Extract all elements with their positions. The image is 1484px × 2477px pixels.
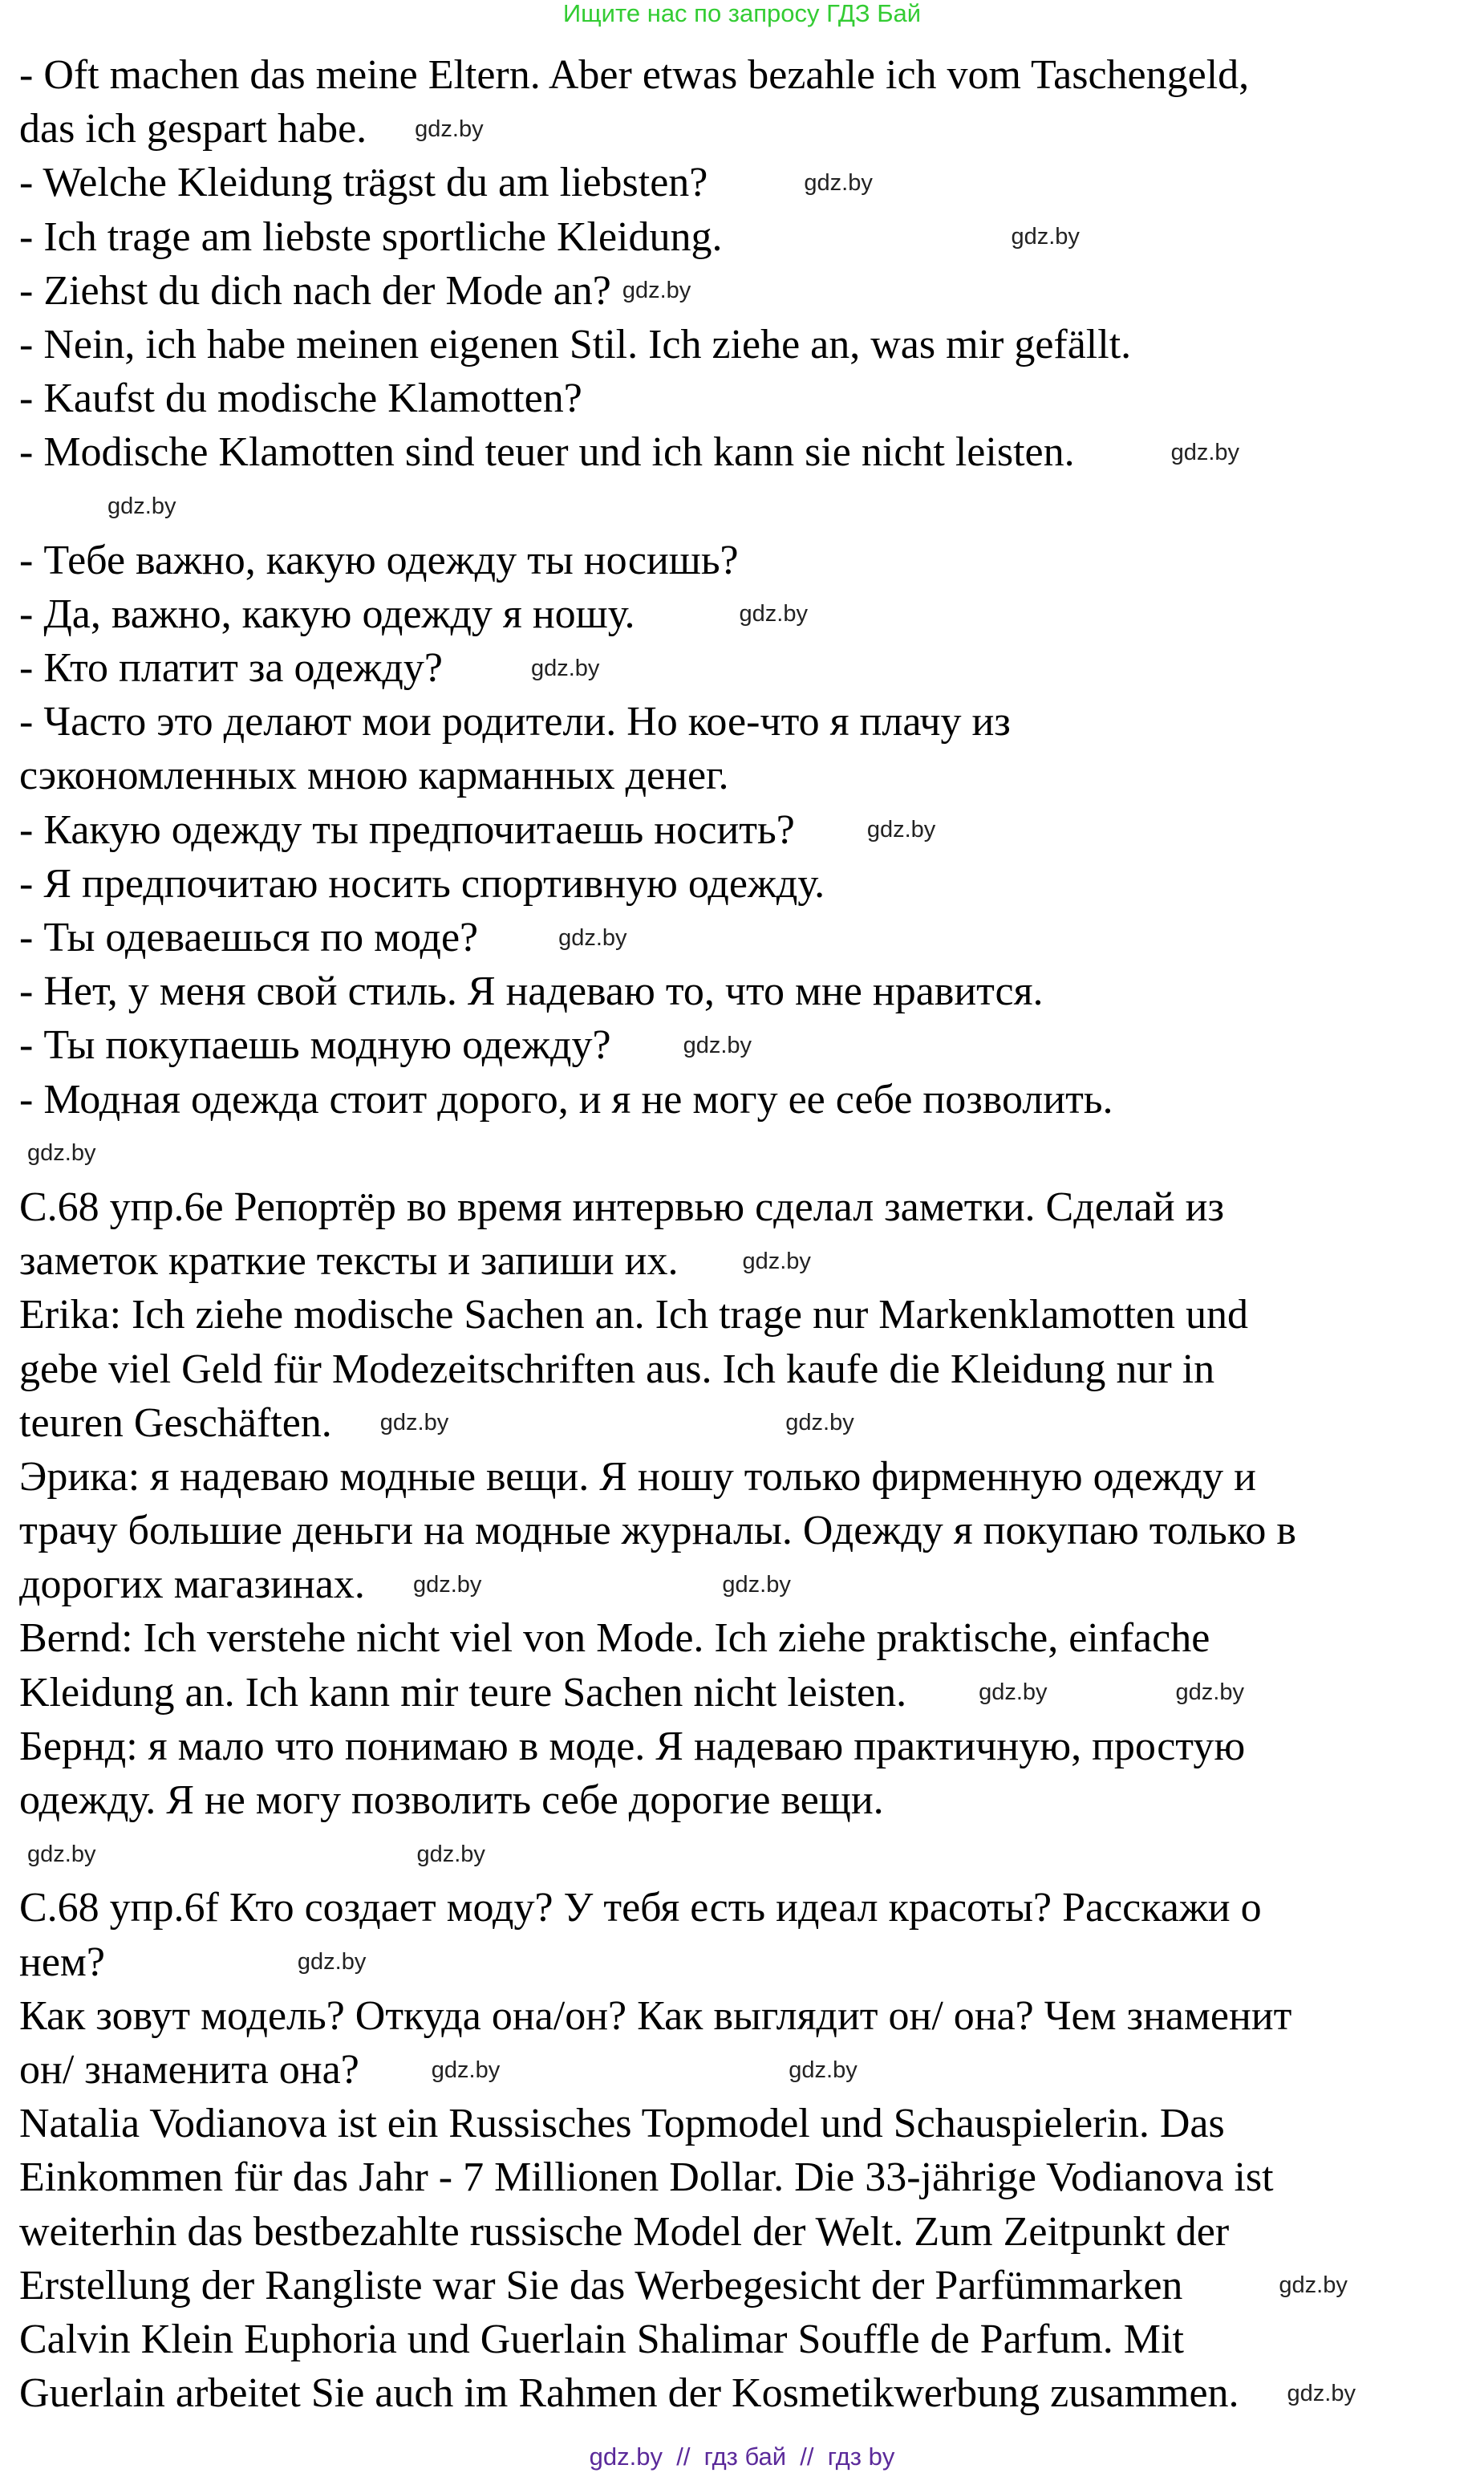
watermark: gdz.by <box>742 1248 811 1274</box>
line-text: Erstellung der Rangliste war Sie das Werbegesicht der Parfümmarken <box>19 2262 1183 2308</box>
watermark: gdz.by <box>622 278 691 304</box>
line-text: заметок краткие тексты и запиши их. <box>19 1238 679 1285</box>
document-body <box>19 48 1479 2420</box>
watermark: gdz.by <box>866 817 936 843</box>
text-line <box>19 2097 1479 2150</box>
watermark: gdz.by <box>379 1410 449 1436</box>
text-line <box>19 964 1479 1018</box>
text-line <box>19 1720 1479 1773</box>
text-line <box>19 1666 1479 1720</box>
text-line <box>19 1989 1479 2043</box>
line-text: - Нет, у меня свой стиль. Я надеваю то, что мне нравится. <box>19 968 1044 1015</box>
line-text: Как зовут модель? Откуда она/он? Как выглядит он/ она? Чем знаменит <box>19 1992 1292 2039</box>
text-line <box>19 1557 1479 1611</box>
text-line <box>19 1073 1479 1127</box>
watermark: gdz.by <box>1279 2272 1348 2299</box>
line-text: - Ich trage am liebste sportliche Kleidung. <box>19 213 723 260</box>
text-line <box>19 641 1479 695</box>
line-text: Эрика: я надеваю модные вещи. Я ношу только фирменную одежду и <box>19 1453 1256 1500</box>
text-line <box>19 2043 1479 2097</box>
line-text: он/ знаменита она? <box>19 2046 359 2093</box>
line-text: Natalia Vodianova ist ein Russisches Topmodel und Schauspielerin. Das <box>19 2101 1225 2147</box>
watermark: gdz.by <box>804 169 873 196</box>
line-text: - Часто это делают мои родители. Но кое-что я плачу из <box>19 699 1011 745</box>
text-line <box>19 372 1479 425</box>
blank-line <box>19 480 1479 534</box>
line-text: - Nein, ich habe meinen eigenen Stil. Ich ziehe an, was mir gefällt. <box>19 321 1132 367</box>
text-line <box>19 2366 1479 2420</box>
line-text: weiterhin das bestbezahlte russische Model der Welt. Zum Zeitpunkt der <box>19 2208 1230 2255</box>
text-line <box>19 1935 1479 1989</box>
line-text: - Kaufst du modische Klamotten? <box>19 376 582 422</box>
line-text: одежду. Я не могу позволить себе дорогие вещи. <box>19 1777 884 1823</box>
line-text: Kleidung an. Ich kann mir teure Sachen nicht leisten. <box>19 1669 907 1716</box>
text-line <box>19 2150 1479 2204</box>
text-line <box>19 1773 1479 1827</box>
text-line <box>19 749 1479 802</box>
watermark: gdz.by <box>412 1571 482 1598</box>
line-text: трачу большие деньги на модные журналы. Одежду я покупаю только в <box>19 1508 1296 1554</box>
line-text: - Ты одеваешься по моде? <box>19 915 479 960</box>
line-text: - Модная одежда стоит дорого, и я не могу ее себе позволить. <box>19 1076 1113 1123</box>
text-line <box>19 210 1479 264</box>
line-text: Calvin Klein Euphoria und Guerlain Shalimar Souffle de Parfum. Mit <box>19 2316 1184 2362</box>
line-text: - Кто платит за одежду? <box>19 645 443 692</box>
text-line <box>19 264 1479 318</box>
line-text: Erika: Ich ziehe modische Sachen an. Ich trage nur Markenklamotten und <box>19 1292 1248 1338</box>
watermark: gdz.by <box>789 2057 858 2083</box>
text-line <box>19 1450 1479 1504</box>
line-text: - Modische Klamotten sind teuer und ich kann sie nicht leisten. <box>19 429 1075 476</box>
line-text: gebe viel Geld für Modezeitschriften aus. Ich kaufe die Kleidung nur in <box>19 1346 1215 1392</box>
text-line <box>19 2313 1479 2366</box>
text-line <box>19 911 1479 964</box>
text-line <box>19 695 1479 749</box>
watermark: gdz.by <box>431 2057 501 2083</box>
line-text: - Да, важно, какую одежду я ношу. <box>19 591 635 637</box>
text-line <box>19 1342 1479 1396</box>
watermark: gdz.by <box>558 924 627 951</box>
text-line <box>19 1234 1479 1288</box>
watermark: gdz.by <box>1175 1679 1244 1706</box>
footer-links: gdz.by // гдз бай // гдз by <box>589 2442 895 2471</box>
text-line <box>19 857 1479 911</box>
watermark: gdz.by <box>107 493 176 520</box>
line-text: - Какую одежду ты предпочитаешь носить? <box>19 806 795 853</box>
text-line <box>19 48 1479 102</box>
text-line <box>19 102 1479 156</box>
text-line <box>19 803 1479 857</box>
text-line <box>19 1881 1479 1935</box>
text-line <box>19 156 1479 209</box>
watermark: gdz.by <box>297 1949 367 1976</box>
watermark: gdz.by <box>415 116 484 142</box>
text-line <box>19 1611 1479 1665</box>
blank-line <box>19 1827 1479 1881</box>
line-text: das ich gespart habe. <box>19 106 367 152</box>
line-text: teuren Geschäften. <box>19 1399 332 1446</box>
text-line <box>19 1396 1479 1450</box>
text-line <box>19 2205 1479 2259</box>
watermark: gdz.by <box>739 601 808 627</box>
line-text: С.68 упр.6е Репортёр во время интервью сделал заметки. Сделай из <box>19 1184 1225 1230</box>
text-line <box>19 1504 1479 1557</box>
line-text: С.68 упр.6f Кто создает моду? У тебя есть идеал красоты? Расскажи о <box>19 1885 1262 1931</box>
line-text: дорогих магазинах. <box>19 1561 365 1608</box>
line-text: Бернд: я мало что понимаю в моде. Я надеваю практичную, простую <box>19 1723 1246 1769</box>
watermark: gdz.by <box>530 655 600 681</box>
line-text: - Ziehst du dich nach der Mode an? <box>19 267 611 314</box>
watermark: gdz.by <box>416 1841 485 1867</box>
line-text: нем? <box>19 1939 105 1985</box>
text-line <box>19 2259 1479 2313</box>
watermark: gdz.by <box>979 1679 1048 1706</box>
watermark: gdz.by <box>27 1841 96 1867</box>
line-text: - Oft machen das meine Eltern. Aber etwas bezahle ich vom Taschengeld, <box>19 52 1250 98</box>
watermark: gdz.by <box>1170 439 1240 465</box>
line-text: - Ты покупаешь модную одежду? <box>19 1022 611 1069</box>
watermark: gdz.by <box>1011 224 1080 250</box>
line-text: Guerlain arbeitet Sie auch im Rahmen der Kosmetikwerbung zusammen. <box>19 2370 1239 2417</box>
text-line <box>19 318 1479 372</box>
text-line <box>19 425 1479 479</box>
text-line <box>19 534 1479 587</box>
watermark: gdz.by <box>785 1410 854 1436</box>
line-text: сэкономленных мною карманных денег. <box>19 753 729 799</box>
text-line <box>19 1180 1479 1234</box>
line-text: - Тебе важно, какую одежду ты носишь? <box>19 537 739 583</box>
search-banner: Ищите нас по запросу ГДЗ Бай <box>562 0 922 27</box>
watermark: gdz.by <box>27 1140 96 1167</box>
watermark: gdz.by <box>722 1571 791 1598</box>
line-text: - Welche Kleidung trägst du am liebsten? <box>19 160 708 206</box>
text-line <box>19 1288 1479 1342</box>
watermark: gdz.by <box>683 1032 752 1058</box>
line-text: Einkommen für das Jahr - 7 Millionen Dollar. Die 33-jährige Vodianova ist <box>19 2154 1274 2201</box>
watermark: gdz.by <box>1287 2380 1356 2406</box>
text-line <box>19 1018 1479 1072</box>
blank-line <box>19 1127 1479 1180</box>
text-line <box>19 587 1479 641</box>
line-text: - Я предпочитаю носить спортивную одежду. <box>19 860 825 907</box>
line-text: Bernd: Ich verstehe nicht viel von Mode. Ich ziehe praktische, einfache <box>19 1615 1210 1662</box>
